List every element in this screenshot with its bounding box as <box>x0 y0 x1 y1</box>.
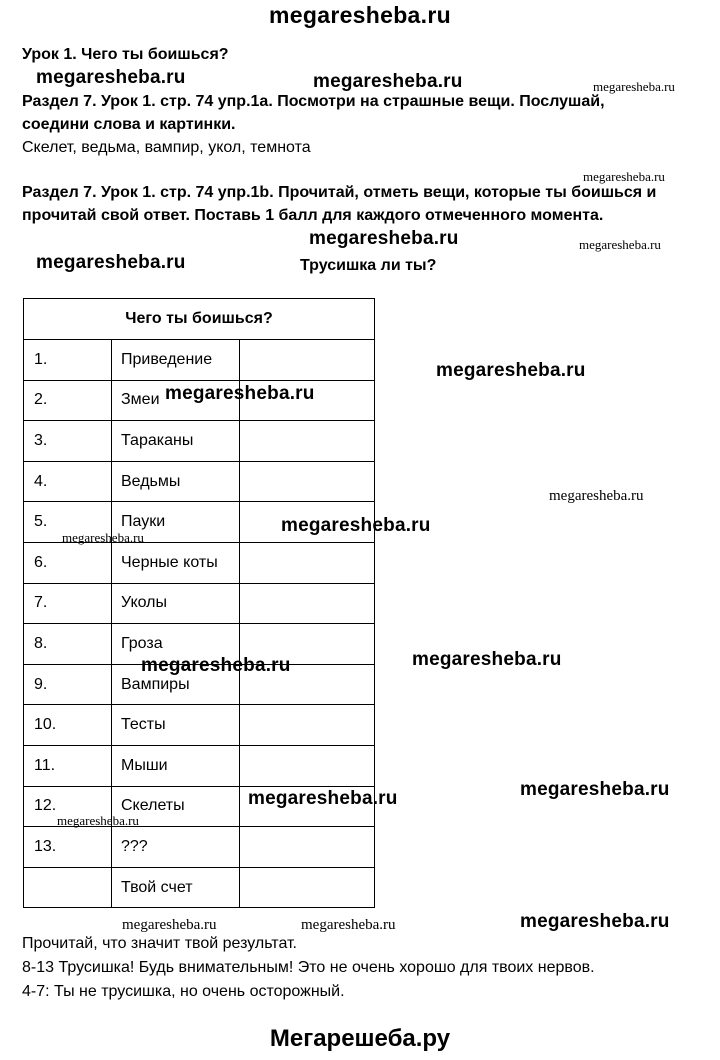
row-item: Гроза <box>112 624 240 665</box>
table-row <box>24 583 375 624</box>
table-header: Чего ты боишься? <box>24 299 375 340</box>
row-item: Скелеты <box>112 786 240 827</box>
exercise-1b-subtitle: Трусишка ли ты? <box>300 257 437 274</box>
row-number: 13. <box>24 827 112 868</box>
row-number: 8. <box>24 624 112 665</box>
watermark: megaresheba.ru <box>313 71 463 92</box>
watermark: megaresheba.ru <box>281 515 431 536</box>
results-line1: 8-13 Трусишка! Будь внимательным! Это не очень хорошо для твоих нервов. <box>22 959 595 976</box>
watermark: megaresheba.ru <box>593 79 675 94</box>
row-mark-cell[interactable] <box>240 745 375 786</box>
table-row <box>24 461 375 502</box>
watermark: megaresheba.ru <box>57 813 139 828</box>
row-item: Приведение <box>112 340 240 381</box>
row-number: 1. <box>24 340 112 381</box>
watermark: megaresheba.ru <box>583 169 665 184</box>
row-number: 5. <box>24 502 112 543</box>
row-item: ??? <box>112 827 240 868</box>
row-item: Черные коты <box>112 542 240 583</box>
watermark: megaresheba.ru <box>579 237 661 252</box>
row-item: Вампиры <box>112 664 240 705</box>
watermark: megaresheba.ru <box>412 649 562 670</box>
row-number: 3. <box>24 421 112 462</box>
table-row <box>24 827 375 868</box>
row-number: 7. <box>24 583 112 624</box>
watermark: megaresheba.ru <box>36 252 186 273</box>
row-item: Ведьмы <box>112 461 240 502</box>
table-row <box>24 542 375 583</box>
table-row <box>24 340 375 381</box>
row-number: 2. <box>24 380 112 421</box>
row-number: 11. <box>24 745 112 786</box>
row-number: 9. <box>24 664 112 705</box>
watermark: megaresheba.ru <box>549 488 644 504</box>
row-number: 10. <box>24 705 112 746</box>
watermark: megaresheba.ru <box>141 655 291 676</box>
table-row <box>24 745 375 786</box>
row-number: 6. <box>24 542 112 583</box>
row-item: Мыши <box>112 745 240 786</box>
row-item: Змеи <box>112 380 240 421</box>
row-mark-cell[interactable] <box>240 583 375 624</box>
watermark: megaresheba.ru <box>309 228 459 249</box>
watermark: megaresheba.ru <box>165 383 315 404</box>
site-header[interactable]: megaresheba.ru <box>269 2 451 28</box>
results-line2: 4-7: Ты не трусишка, но очень осторожный. <box>22 983 345 1000</box>
exercise-1a-line2: соедини слова и картинки. <box>22 116 236 133</box>
results-intro: Прочитай, что значит твой результат. <box>22 935 297 952</box>
row-item: Пауки <box>112 502 240 543</box>
watermark: megaresheba.ru <box>62 530 144 545</box>
exercise-1a-line1: Раздел 7. Урок 1. стр. 74 упр.1a. Посмотри на страшные вещи. Послушай, <box>22 93 605 110</box>
exercise-1b-line1: Раздел 7. Урок 1. стр. 74 упр.1b. Прочитай, отметь вещи, которые ты боишься и <box>22 184 657 201</box>
row-mark-cell[interactable] <box>240 827 375 868</box>
exercise-1a-answer: Скелет, ведьма, вампир, укол, темнота <box>22 139 311 156</box>
watermark: megaresheba.ru <box>436 360 586 381</box>
row-number: 4. <box>24 461 112 502</box>
watermark: megaresheba.ru <box>520 911 670 932</box>
table-row <box>24 421 375 462</box>
score-cell[interactable] <box>240 867 375 908</box>
row-item: Тараканы <box>112 421 240 462</box>
watermark: megaresheba.ru <box>520 779 670 800</box>
row-item: Тесты <box>112 705 240 746</box>
row-item: Твой счет <box>112 867 240 908</box>
watermark: megaresheba.ru <box>301 917 396 933</box>
table-row-score <box>24 867 375 908</box>
row-mark-cell[interactable] <box>240 421 375 462</box>
exercise-1b-line2: прочитай свой ответ. Поставь 1 балл для каждого отмеченного момента. <box>22 207 604 224</box>
site-footer[interactable]: Мегарешеба.ру <box>269 1025 451 1052</box>
table-row <box>24 705 375 746</box>
row-number <box>24 867 112 908</box>
row-number: 12. <box>24 786 112 827</box>
watermark: megaresheba.ru <box>248 788 398 809</box>
watermark: megaresheba.ru <box>122 917 217 933</box>
row-item: Уколы <box>112 583 240 624</box>
row-mark-cell[interactable] <box>240 705 375 746</box>
table-header-row <box>24 299 375 340</box>
lesson-title: Урок 1. Чего ты боишься? <box>22 46 229 63</box>
watermark: megaresheba.ru <box>36 67 186 88</box>
row-mark-cell[interactable] <box>240 461 375 502</box>
row-mark-cell[interactable] <box>240 542 375 583</box>
row-mark-cell[interactable] <box>240 340 375 381</box>
